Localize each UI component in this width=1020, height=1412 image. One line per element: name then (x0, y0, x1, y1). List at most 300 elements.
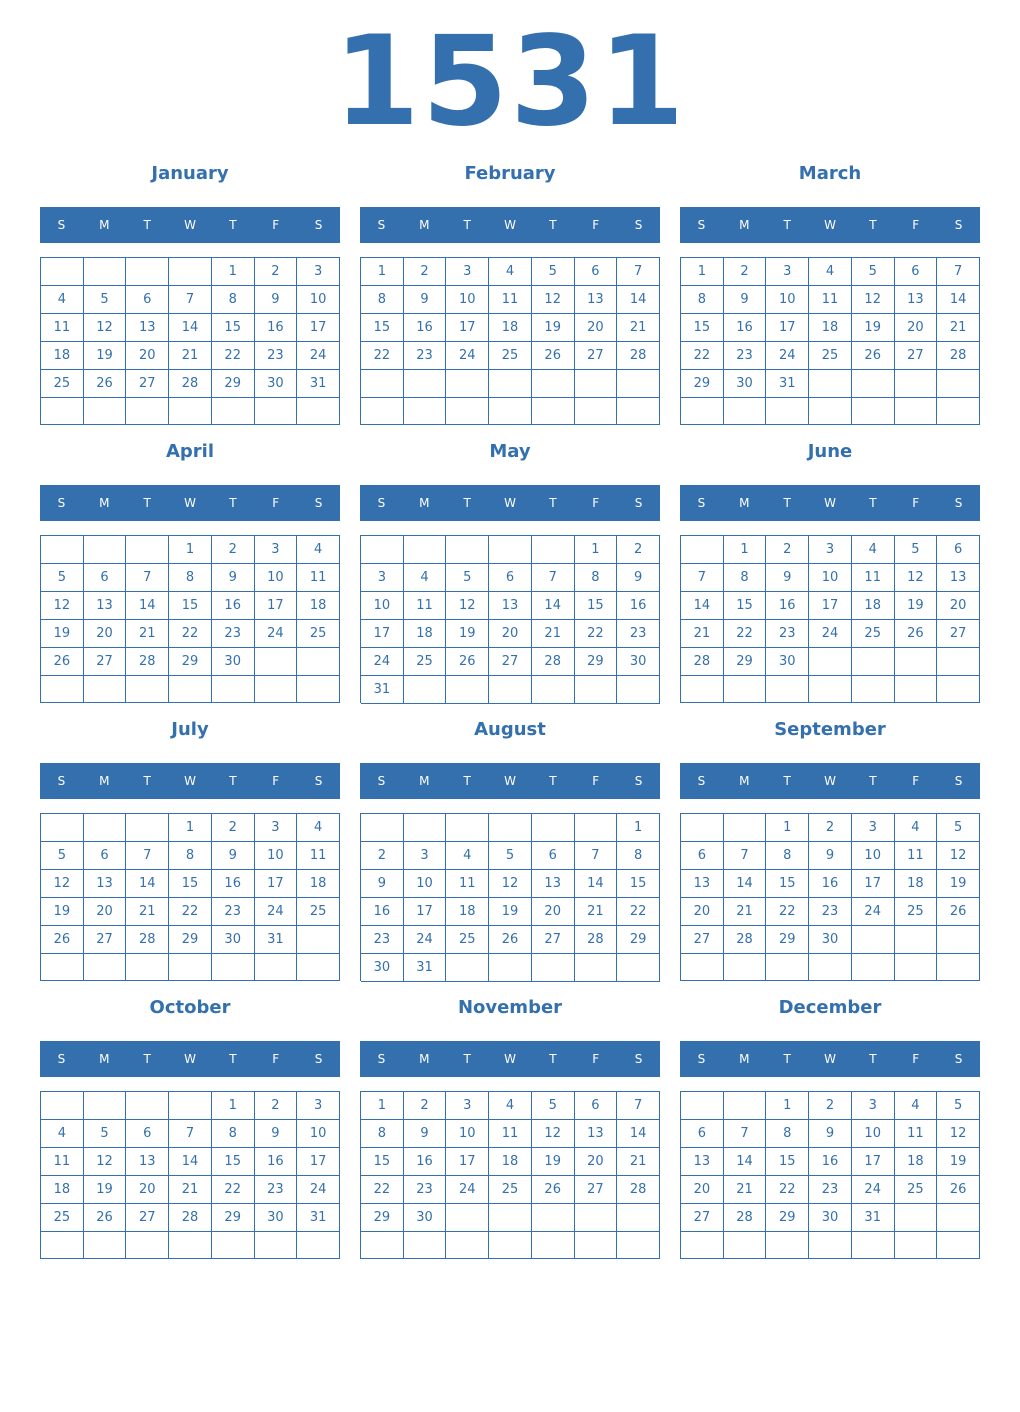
empty-day-cell (255, 676, 298, 703)
empty-day-cell (126, 398, 169, 425)
empty-day-cell (852, 398, 895, 425)
day-cell: 27 (84, 648, 127, 676)
empty-day-cell (41, 814, 84, 842)
weekday-label: W (504, 496, 516, 510)
day-cell: 12 (532, 286, 575, 314)
day-grid (680, 257, 980, 425)
day-cell: 26 (84, 1204, 127, 1232)
month-september (680, 716, 980, 994)
day-cell: 21 (937, 314, 980, 342)
empty-day-cell (809, 1232, 852, 1259)
empty-day-cell (575, 370, 618, 398)
day-cell: 10 (766, 286, 809, 314)
day-cell: 7 (169, 1120, 212, 1148)
day-cell: 10 (361, 592, 404, 620)
day-cell: 23 (724, 342, 767, 370)
day-cell: 25 (489, 342, 532, 370)
day-cell: 17 (809, 592, 852, 620)
day-cell: 28 (681, 648, 724, 676)
empty-day-cell (681, 676, 724, 703)
weekday-label: W (824, 218, 836, 232)
day-cell: 5 (852, 258, 895, 286)
day-cell: 17 (446, 314, 489, 342)
weekday-label: T (869, 774, 877, 788)
empty-day-cell (895, 926, 938, 954)
weekday-header (40, 763, 340, 799)
day-cell: 15 (766, 1148, 809, 1176)
empty-day-cell (84, 258, 127, 286)
day-cell: 5 (937, 814, 980, 842)
empty-day-cell (852, 954, 895, 981)
empty-day-cell (84, 1092, 127, 1120)
weekday-label: F (272, 774, 280, 788)
day-cell: 17 (361, 620, 404, 648)
day-cell: 15 (617, 870, 660, 898)
weekday-label: S (57, 1052, 66, 1066)
weekday-label: S (634, 774, 643, 788)
empty-day-cell (297, 926, 340, 954)
month-may (360, 438, 660, 716)
empty-day-cell (489, 1232, 532, 1259)
day-cell: 11 (297, 564, 340, 592)
day-cell: 9 (809, 842, 852, 870)
day-cell: 30 (212, 926, 255, 954)
empty-day-cell (169, 258, 212, 286)
empty-day-cell (84, 676, 127, 703)
weekday-label: S (634, 1052, 643, 1066)
day-cell: 5 (41, 564, 84, 592)
weekday-label: T (869, 496, 877, 510)
day-cell: 17 (297, 314, 340, 342)
day-cell: 1 (361, 258, 404, 286)
empty-day-cell (41, 398, 84, 425)
empty-day-cell (766, 1232, 809, 1259)
empty-day-cell (297, 1232, 340, 1259)
day-cell: 18 (297, 870, 340, 898)
day-cell: 2 (404, 1092, 447, 1120)
day-cell: 17 (255, 870, 298, 898)
day-cell: 16 (404, 1148, 447, 1176)
day-cell: 25 (297, 898, 340, 926)
day-cell: 6 (937, 536, 980, 564)
day-cell: 15 (724, 592, 767, 620)
empty-day-cell (404, 370, 447, 398)
day-cell: 19 (489, 898, 532, 926)
day-cell: 20 (489, 620, 532, 648)
weekday-label: T (783, 218, 791, 232)
day-cell: 7 (617, 1092, 660, 1120)
weekday-label: T (549, 218, 557, 232)
day-cell: 16 (212, 592, 255, 620)
day-cell: 4 (297, 536, 340, 564)
day-cell: 27 (126, 1204, 169, 1232)
day-cell: 25 (446, 926, 489, 954)
empty-day-cell (575, 1204, 618, 1232)
day-cell: 6 (489, 564, 532, 592)
weekday-label: T (783, 496, 791, 510)
day-cell: 5 (84, 1120, 127, 1148)
empty-day-cell (489, 536, 532, 564)
day-cell: 25 (297, 620, 340, 648)
weekday-label: T (143, 218, 151, 232)
empty-day-cell (489, 676, 532, 704)
day-cell: 28 (724, 926, 767, 954)
day-cell: 25 (895, 898, 938, 926)
day-grid (360, 813, 660, 981)
day-cell: 23 (255, 342, 298, 370)
day-cell: 29 (169, 926, 212, 954)
day-cell: 21 (532, 620, 575, 648)
empty-day-cell (489, 398, 532, 426)
month-march (680, 160, 980, 438)
day-cell: 5 (937, 1092, 980, 1120)
day-cell: 19 (41, 620, 84, 648)
weekday-label: W (504, 218, 516, 232)
empty-day-cell (489, 370, 532, 398)
day-cell: 4 (404, 564, 447, 592)
day-cell: 17 (766, 314, 809, 342)
empty-day-cell (895, 676, 938, 703)
empty-day-cell (532, 1232, 575, 1259)
month-name: June (807, 441, 853, 462)
empty-day-cell (446, 676, 489, 704)
day-cell: 21 (126, 898, 169, 926)
empty-day-cell (297, 648, 340, 676)
day-cell: 9 (404, 286, 447, 314)
empty-day-cell (404, 398, 447, 426)
day-cell: 31 (766, 370, 809, 398)
day-grid (680, 813, 980, 981)
day-cell: 11 (895, 842, 938, 870)
weekday-label: T (463, 218, 471, 232)
empty-day-cell (895, 1232, 938, 1259)
day-cell: 13 (84, 870, 127, 898)
day-cell: 7 (126, 564, 169, 592)
weekday-label: F (592, 218, 600, 232)
day-cell: 17 (255, 592, 298, 620)
day-cell: 30 (724, 370, 767, 398)
weekday-header (40, 207, 340, 243)
day-cell: 8 (212, 286, 255, 314)
day-cell: 16 (766, 592, 809, 620)
day-cell: 3 (446, 258, 489, 286)
day-cell: 27 (532, 926, 575, 954)
weekday-label: S (377, 496, 386, 510)
day-cell: 6 (84, 842, 127, 870)
day-cell: 3 (446, 1092, 489, 1120)
weekday-header (40, 485, 340, 521)
empty-day-cell (575, 814, 618, 842)
day-cell: 14 (617, 286, 660, 314)
day-cell: 2 (617, 536, 660, 564)
day-cell: 31 (255, 926, 298, 954)
day-cell: 25 (852, 620, 895, 648)
empty-day-cell (255, 398, 298, 425)
day-cell: 29 (575, 648, 618, 676)
empty-day-cell (766, 676, 809, 703)
day-cell: 26 (532, 342, 575, 370)
weekday-label: F (912, 218, 920, 232)
day-cell: 7 (724, 842, 767, 870)
day-cell: 5 (532, 1092, 575, 1120)
day-cell: 3 (852, 1092, 895, 1120)
empty-day-cell (809, 370, 852, 398)
day-cell: 23 (766, 620, 809, 648)
day-cell: 2 (361, 842, 404, 870)
weekday-header (360, 763, 660, 799)
day-cell: 14 (617, 1120, 660, 1148)
empty-day-cell (809, 676, 852, 703)
day-cell: 14 (126, 870, 169, 898)
day-cell: 8 (361, 1120, 404, 1148)
day-cell: 3 (255, 536, 298, 564)
day-cell: 1 (169, 814, 212, 842)
day-cell: 1 (212, 258, 255, 286)
empty-day-cell (361, 814, 404, 842)
weekday-header (680, 207, 980, 243)
month-name: January (151, 163, 229, 184)
weekday-label: W (824, 774, 836, 788)
month-name: March (798, 163, 862, 184)
empty-day-cell (532, 676, 575, 704)
day-cell: 19 (446, 620, 489, 648)
day-cell: 12 (852, 286, 895, 314)
day-cell: 17 (446, 1148, 489, 1176)
weekday-header (680, 1041, 980, 1077)
empty-day-cell (937, 926, 980, 954)
day-cell: 21 (169, 1176, 212, 1204)
day-cell: 11 (895, 1120, 938, 1148)
day-cell: 1 (361, 1092, 404, 1120)
day-cell: 24 (361, 648, 404, 676)
weekday-label: T (229, 1052, 237, 1066)
day-cell: 13 (937, 564, 980, 592)
day-cell: 4 (41, 286, 84, 314)
empty-day-cell (126, 676, 169, 703)
month-name: May (489, 441, 531, 462)
weekday-label: T (869, 1052, 877, 1066)
day-cell: 23 (404, 1176, 447, 1204)
month-november (360, 994, 660, 1272)
day-cell: 23 (809, 898, 852, 926)
day-cell: 4 (809, 258, 852, 286)
day-cell: 10 (255, 842, 298, 870)
weekday-label: S (697, 1052, 706, 1066)
day-cell: 22 (575, 620, 618, 648)
empty-day-cell (575, 398, 618, 426)
weekday-label: M (99, 218, 110, 232)
day-cell: 21 (724, 898, 767, 926)
empty-day-cell (126, 536, 169, 564)
day-cell: 24 (809, 620, 852, 648)
empty-day-cell (446, 814, 489, 842)
day-cell: 17 (852, 1148, 895, 1176)
empty-day-cell (617, 676, 660, 704)
day-cell: 9 (212, 564, 255, 592)
day-cell: 16 (809, 1148, 852, 1176)
day-cell: 17 (297, 1148, 340, 1176)
month-name: November (457, 997, 563, 1018)
empty-day-cell (41, 258, 84, 286)
empty-day-cell (575, 1232, 618, 1259)
weekday-label: S (314, 218, 323, 232)
day-cell: 4 (297, 814, 340, 842)
day-cell: 20 (681, 1176, 724, 1204)
day-cell: 24 (852, 1176, 895, 1204)
day-cell: 8 (681, 286, 724, 314)
day-cell: 31 (297, 1204, 340, 1232)
day-cell: 16 (255, 314, 298, 342)
empty-day-cell (532, 954, 575, 982)
day-cell: 18 (489, 1148, 532, 1176)
empty-day-cell (361, 398, 404, 426)
day-cell: 22 (361, 1176, 404, 1204)
empty-day-cell (84, 814, 127, 842)
day-cell: 8 (361, 286, 404, 314)
empty-day-cell (84, 398, 127, 425)
day-cell: 10 (297, 1120, 340, 1148)
day-cell: 22 (617, 898, 660, 926)
year-title: 1531 (333, 10, 687, 154)
month-january (40, 160, 340, 438)
empty-day-cell (852, 370, 895, 398)
day-cell: 16 (617, 592, 660, 620)
weekday-label: F (912, 774, 920, 788)
day-cell: 30 (361, 954, 404, 982)
day-cell: 8 (617, 842, 660, 870)
empty-day-cell (532, 1204, 575, 1232)
empty-day-cell (446, 370, 489, 398)
month-october (40, 994, 340, 1272)
day-cell: 19 (84, 342, 127, 370)
empty-day-cell (126, 1232, 169, 1259)
empty-day-cell (895, 1204, 938, 1232)
day-cell: 19 (937, 1148, 980, 1176)
empty-day-cell (809, 648, 852, 676)
day-cell: 10 (852, 1120, 895, 1148)
day-cell: 31 (852, 1204, 895, 1232)
weekday-label: S (377, 1052, 386, 1066)
day-cell: 28 (126, 926, 169, 954)
empty-day-cell (681, 1232, 724, 1259)
empty-day-cell (809, 398, 852, 425)
weekday-label: F (272, 1052, 280, 1066)
day-cell: 14 (169, 1148, 212, 1176)
day-cell: 21 (724, 1176, 767, 1204)
weekday-label: T (143, 496, 151, 510)
day-cell: 14 (169, 314, 212, 342)
day-cell: 17 (852, 870, 895, 898)
empty-day-cell (169, 398, 212, 425)
weekday-header (360, 1041, 660, 1077)
weekday-label: S (954, 218, 963, 232)
weekday-label: S (314, 1052, 323, 1066)
weekday-label: S (57, 496, 66, 510)
day-cell: 21 (126, 620, 169, 648)
day-cell: 22 (681, 342, 724, 370)
day-cell: 5 (532, 258, 575, 286)
day-cell: 15 (681, 314, 724, 342)
day-cell: 11 (809, 286, 852, 314)
empty-day-cell (212, 954, 255, 981)
empty-day-cell (255, 1232, 298, 1259)
day-cell: 27 (84, 926, 127, 954)
empty-day-cell (681, 954, 724, 981)
empty-day-cell (852, 1232, 895, 1259)
day-cell: 4 (895, 814, 938, 842)
day-cell: 14 (681, 592, 724, 620)
empty-day-cell (126, 1092, 169, 1120)
weekday-label: F (272, 218, 280, 232)
weekday-label: W (184, 1052, 196, 1066)
day-cell: 8 (169, 842, 212, 870)
weekday-label: T (229, 774, 237, 788)
empty-day-cell (255, 648, 298, 676)
day-cell: 23 (809, 1176, 852, 1204)
weekday-label: T (229, 218, 237, 232)
weekday-label: W (824, 1052, 836, 1066)
empty-day-cell (937, 676, 980, 703)
day-cell: 12 (41, 870, 84, 898)
empty-day-cell (937, 370, 980, 398)
day-cell: 6 (126, 286, 169, 314)
day-cell: 5 (489, 842, 532, 870)
day-cell: 9 (255, 286, 298, 314)
weekday-label: S (697, 218, 706, 232)
day-cell: 3 (297, 1092, 340, 1120)
day-cell: 24 (852, 898, 895, 926)
day-cell: 10 (852, 842, 895, 870)
day-cell: 9 (361, 870, 404, 898)
empty-day-cell (724, 398, 767, 425)
day-cell: 20 (575, 314, 618, 342)
day-cell: 2 (255, 258, 298, 286)
day-cell: 30 (404, 1204, 447, 1232)
day-cell: 22 (361, 342, 404, 370)
weekday-label: T (463, 496, 471, 510)
day-cell: 2 (212, 536, 255, 564)
empty-day-cell (724, 1232, 767, 1259)
day-cell: 16 (361, 898, 404, 926)
month-december (680, 994, 980, 1272)
empty-day-cell (895, 648, 938, 676)
day-cell: 8 (575, 564, 618, 592)
day-cell: 18 (809, 314, 852, 342)
weekday-label: M (739, 496, 750, 510)
day-cell: 12 (84, 1148, 127, 1176)
day-cell: 5 (895, 536, 938, 564)
empty-day-cell (446, 536, 489, 564)
day-cell: 14 (532, 592, 575, 620)
weekday-label: T (143, 774, 151, 788)
empty-day-cell (84, 1232, 127, 1259)
empty-day-cell (532, 536, 575, 564)
empty-day-cell (852, 926, 895, 954)
weekday-label: S (954, 1052, 963, 1066)
day-cell: 13 (126, 314, 169, 342)
empty-day-cell (681, 398, 724, 425)
day-cell: 29 (169, 648, 212, 676)
day-cell: 13 (126, 1148, 169, 1176)
day-cell: 3 (361, 564, 404, 592)
day-cell: 22 (169, 898, 212, 926)
day-cell: 30 (809, 1204, 852, 1232)
empty-day-cell (446, 954, 489, 982)
day-cell: 20 (84, 898, 127, 926)
day-cell: 11 (41, 1148, 84, 1176)
day-cell: 12 (489, 870, 532, 898)
empty-day-cell (617, 398, 660, 426)
